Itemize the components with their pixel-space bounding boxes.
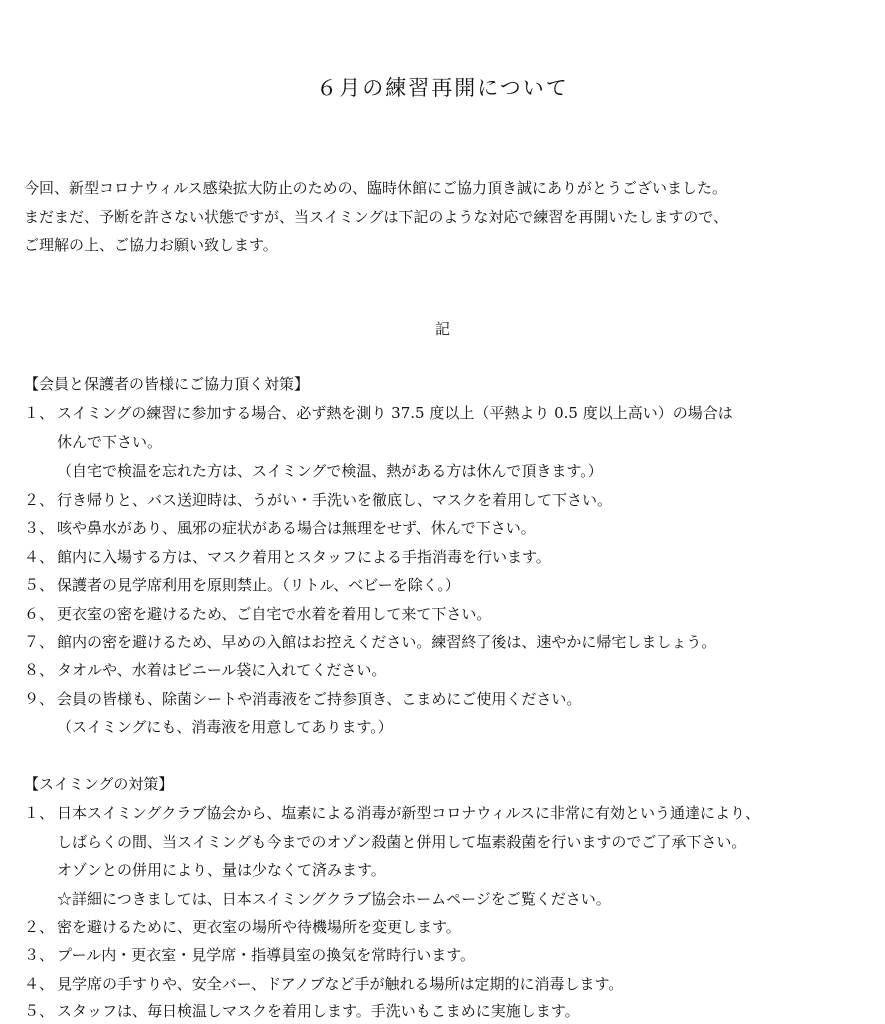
item-number: ３、: [24, 946, 55, 964]
item-text: しばらくの間、当スイミングも今までのオゾン殺菌と併用して塩素殺菌を行いますのでご了承下さい。: [57, 833, 747, 851]
list-item: [24, 689, 581, 709]
ki-mark: 記: [434, 320, 450, 338]
list-item: [24, 575, 460, 595]
list-item: [57, 860, 386, 880]
item-text: プール内・更衣室・見学席・指導員室の換気を常時行います。: [57, 946, 476, 964]
intro-line: ご理解の上、ご協力お願い致します。: [24, 236, 278, 254]
list-item: [24, 632, 716, 652]
item-text: スタッフは、毎日検温しマスクを着用します。手洗いもこまめに実施します。: [57, 1002, 580, 1020]
intro-line: 今回、新型コロナウィルス感染拡大防止のための、臨時休館にご協力頂き誠にありがとうございました。: [24, 179, 728, 197]
item-number: ５、: [24, 576, 55, 594]
item-text: 咳や鼻水があり、風邪の症状がある場合は無理をせず、休んで下さい。: [57, 519, 536, 537]
item-number: ２、: [24, 491, 55, 509]
list-item: [57, 432, 162, 452]
list-item: [24, 1001, 580, 1021]
item-number: １、: [24, 404, 55, 422]
item-text: スイミングの練習に参加する場合、必ず熱を測り 37.5 度以上（平熱より 0.5 度以上高い）の場合は: [57, 404, 733, 422]
list-item: [24, 490, 612, 510]
item-text: 会員の皆様も、除菌シートや消毒液をご持参頂き、こまめにご使用ください。: [57, 690, 582, 708]
list-item: [57, 717, 393, 737]
item-text: 館内の密を避けるため、早めの入館はお控えください。練習終了後は、速やかに帰宅しましょう。: [57, 633, 717, 651]
list-item: [24, 974, 623, 994]
item-number: ９、: [24, 690, 55, 708]
item-text: （スイミングにも、消毒液を用意してあります。）: [57, 718, 393, 736]
item-number: ２、: [24, 918, 55, 936]
item-text: 更衣室の密を避けるため、ご自宅で水着を着用して来て下さい。: [57, 605, 492, 623]
list-item: [24, 803, 760, 823]
list-item: [57, 889, 611, 909]
page-title: ６月の練習再開について: [316, 76, 569, 100]
list-item: [57, 832, 746, 852]
item-number: ５、: [24, 1002, 55, 1020]
item-number: ８、: [24, 661, 55, 679]
list-item: [24, 547, 551, 567]
item-text: 館内に入場する方は、マスク着用とスタッフによる手指消毒を行います。: [57, 548, 551, 566]
list-item: [24, 660, 386, 680]
item-number: ７、: [24, 633, 55, 651]
item-text: 保護者の見学席利用を原則禁止。（リトル、ベビーを除く。）: [57, 576, 460, 594]
item-text: タオルや、水着はビニール袋に入れてください。: [57, 661, 387, 679]
section-heading: 【会員と保護者の皆様にご協力頂く対策】: [24, 375, 310, 393]
list-item: [24, 403, 733, 423]
list-item: [24, 945, 475, 965]
list-item: [24, 917, 461, 937]
item-number: ４、: [24, 975, 55, 993]
list-item: [24, 604, 491, 624]
item-text: 見学席の手すりや、安全バー、ドアノブなど手が触れる場所は定期的に消毒します。: [57, 975, 624, 993]
list-item: [57, 461, 603, 481]
item-text: オゾンとの併用により、量は少なくて済みます。: [57, 861, 386, 879]
item-number: ３、: [24, 519, 55, 537]
item-text: 行き帰りと、バス送迎時は、うがい・手洗いを徹底し、マスクを着用して下さい。: [57, 491, 613, 509]
intro-line: まだまだ、予断を許さない状態ですが、当スイミングは下記のような対応で練習を再開いたしますので、: [24, 208, 729, 226]
item-text: ☆詳細につきましては、日本スイミングクラブ協会ホームページをご覧ください。: [57, 890, 611, 908]
item-text: 日本スイミングクラブ協会から、塩素による消毒が新型コロナウィルスに非常に有効という通達により、: [57, 804, 761, 822]
item-number: ６、: [24, 605, 55, 623]
item-text: （自宅で検温を忘れた方は、スイミングで検温、熱がある方は休んで頂きます。）: [57, 462, 603, 480]
list-item: [24, 518, 536, 538]
item-text: 休んで下さい。: [57, 433, 163, 451]
item-number: ４、: [24, 548, 55, 566]
item-text: 密を避けるために、更衣室の場所や待機場所を変更します。: [57, 918, 461, 936]
item-number: １、: [24, 804, 55, 822]
section-heading: 【スイミングの対策】: [24, 775, 174, 793]
